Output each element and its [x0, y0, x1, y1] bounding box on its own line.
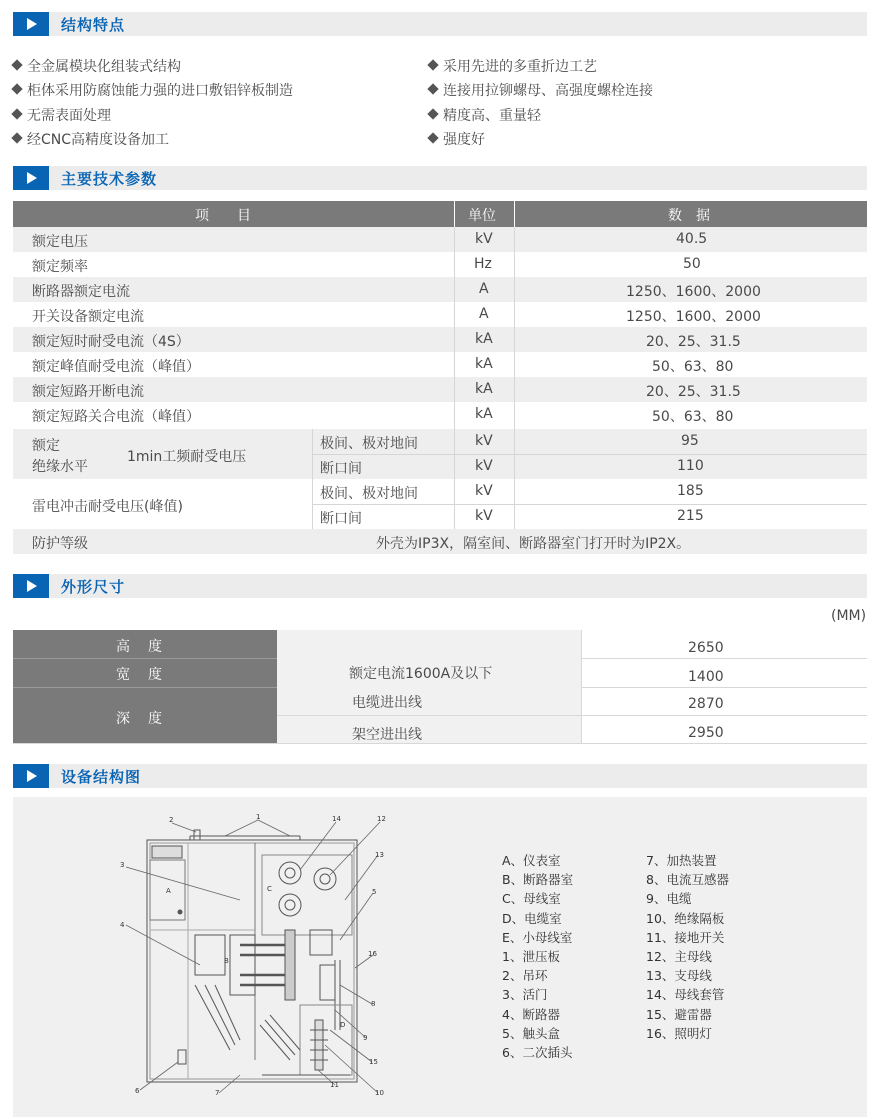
cell-unit: A — [479, 306, 489, 322]
protection-value: 外壳为IP3X，隔室间、断路器室门打开时为IP2X。 — [376, 536, 691, 552]
legend-item: D、电缆室 — [502, 910, 562, 926]
cell-value: 50、63、80 — [652, 359, 734, 375]
feature-text: 经CNC高精度设备加工 — [27, 132, 170, 148]
sub-value: 215 — [677, 508, 704, 524]
cell-value: 50 — [683, 256, 701, 272]
cell-item: 断路器额定电流 — [32, 284, 130, 300]
section-title: 外形尺寸 — [61, 578, 126, 596]
callout-label: 15 — [369, 1058, 378, 1066]
protection-label: 防护等级 — [32, 536, 88, 552]
header-unit: 单位 — [468, 208, 496, 224]
callout-label: 3 — [120, 861, 125, 869]
legend-item: 12、主母线 — [646, 949, 712, 964]
feature-text: 全金属模块化组装式结构 — [27, 59, 181, 75]
cell-item: 额定短路开断电流 — [32, 384, 144, 400]
legend-item: 2、吊环 — [502, 968, 548, 984]
callout-label: 8 — [371, 1000, 376, 1008]
depth-overhead-value: 2950 — [688, 725, 724, 741]
cell-item: 开关设备额定电流 — [32, 309, 144, 325]
callout-label: 12 — [377, 815, 386, 823]
section-title: 结构特点 — [61, 16, 126, 34]
sub-unit: kV — [475, 433, 493, 449]
feature-text: 强度好 — [443, 132, 485, 148]
feature-text: 精度高、重量轻 — [443, 108, 541, 124]
cell-item: 额定短路关合电流（峰值） — [32, 409, 200, 425]
cell-unit: kV — [475, 231, 493, 247]
sub-item: 极间、极对地间 — [320, 436, 418, 452]
room-label: B — [224, 957, 229, 965]
room-label: D — [340, 1021, 346, 1029]
cell-unit: A — [479, 281, 489, 297]
legend-item: 9、电缆 — [646, 891, 692, 907]
freq-withstand-label: 1min工频耐受电压 — [127, 449, 247, 465]
legend-item: C、母线室 — [502, 891, 561, 907]
cell-item: 额定电压 — [32, 234, 88, 250]
section-title: 主要技术参数 — [61, 170, 158, 188]
callout-label: 2 — [169, 816, 174, 824]
sub-unit: kV — [475, 508, 493, 524]
cell-value: 20、25、31.5 — [646, 384, 741, 400]
cell-value: 40.5 — [676, 231, 708, 247]
callout-label: 6 — [135, 1087, 140, 1095]
depth-overhead-condition: 架空进出线 — [352, 727, 422, 743]
cell-item: 额定短时耐受电流（4S） — [32, 334, 190, 350]
room-label: A — [166, 887, 171, 895]
legend-item: 1、泄压板 — [502, 949, 560, 964]
height-value: 2650 — [688, 640, 724, 656]
feature-text: 无需表面处理 — [27, 108, 111, 124]
cell-unit: kA — [475, 331, 493, 347]
legend-item: A、仪表室 — [502, 853, 561, 868]
legend-item: 3、活门 — [502, 987, 548, 1003]
callout-label: 14 — [332, 815, 341, 823]
sub-unit: kV — [475, 483, 493, 499]
depth-cable-condition: 电缆进出线 — [352, 695, 422, 711]
legend-item: B、断路器室 — [502, 872, 574, 888]
legend-item: 16、照明灯 — [646, 1025, 712, 1041]
feature-text: 柜体采用防腐蚀能力强的进口敷铝锌板制造 — [27, 83, 293, 99]
cell-item: 额定频率 — [32, 259, 88, 275]
feature-text: 采用先进的多重折边工艺 — [443, 59, 597, 75]
callout-label: 1 — [256, 813, 261, 821]
feature-text: 连接用拉铆螺母、高强度螺栓连接 — [443, 83, 653, 99]
callout-label: 4 — [120, 921, 125, 929]
width-condition: 额定电流1600A及以下 — [349, 666, 493, 682]
callout-label: 13 — [375, 851, 384, 859]
width-value: 1400 — [688, 669, 724, 685]
legend-item: E、小母线室 — [502, 929, 573, 945]
cell-unit: kA — [475, 381, 493, 397]
cell-value: 50、63、80 — [652, 409, 734, 425]
cell-value: 1250、1600、2000 — [626, 309, 761, 325]
callout-label: 11 — [330, 1081, 339, 1089]
callout-label: 16 — [368, 950, 377, 958]
legend-item: 8、电流互感器 — [646, 872, 729, 888]
legend-item: 6、二次插头 — [502, 1045, 573, 1060]
sub-unit: kV — [475, 458, 493, 474]
legend-item: 13、支母线 — [646, 968, 712, 984]
sub-value: 110 — [677, 458, 704, 474]
legend-item: 14、母线套管 — [646, 987, 725, 1003]
header-item: 项 目 — [195, 208, 251, 224]
sub-value: 95 — [681, 433, 699, 449]
legend-item: 15、避雷器 — [646, 1006, 712, 1022]
cell-item: 额定峰值耐受电流（峰值） — [32, 359, 200, 375]
cell-unit: Hz — [474, 256, 492, 272]
sub-item: 极间、极对地间 — [320, 486, 418, 502]
sub-item: 断口间 — [320, 461, 362, 477]
callout-label: 9 — [363, 1034, 368, 1042]
dimension-unit: (MM) — [831, 608, 867, 624]
callout-label: 7 — [215, 1089, 220, 1097]
legend-item: 10、绝缘隔板 — [646, 910, 725, 926]
cell-unit: kA — [475, 406, 493, 422]
legend-item: 4、断路器 — [502, 1006, 560, 1022]
callout-label: 10 — [375, 1089, 384, 1097]
callout-label: 5 — [372, 888, 377, 896]
section-title: 设备结构图 — [61, 768, 142, 786]
legend-item: 5、触头盒 — [502, 1025, 560, 1041]
insulation-label-2: 绝缘水平 — [32, 459, 88, 475]
header-data: 数 据 — [668, 208, 710, 224]
legend-item: 11、接地开关 — [646, 929, 725, 945]
height-label: 高 度 — [116, 639, 164, 655]
cell-unit: kA — [475, 356, 493, 372]
depth-label: 深 度 — [116, 711, 164, 727]
sub-item: 断口间 — [320, 511, 362, 527]
room-label: C — [267, 885, 272, 893]
depth-cable-value: 2870 — [688, 696, 724, 712]
sub-value: 185 — [677, 483, 704, 499]
legend-item: 7、加热装置 — [646, 853, 717, 868]
impulse-withstand-label: 雷电冲击耐受电压(峰值) — [32, 499, 183, 515]
width-label: 宽 度 — [116, 667, 164, 683]
insulation-label-1: 额定 — [32, 438, 60, 454]
cell-value: 1250、1600、2000 — [626, 284, 761, 300]
cell-value: 20、25、31.5 — [646, 334, 741, 350]
